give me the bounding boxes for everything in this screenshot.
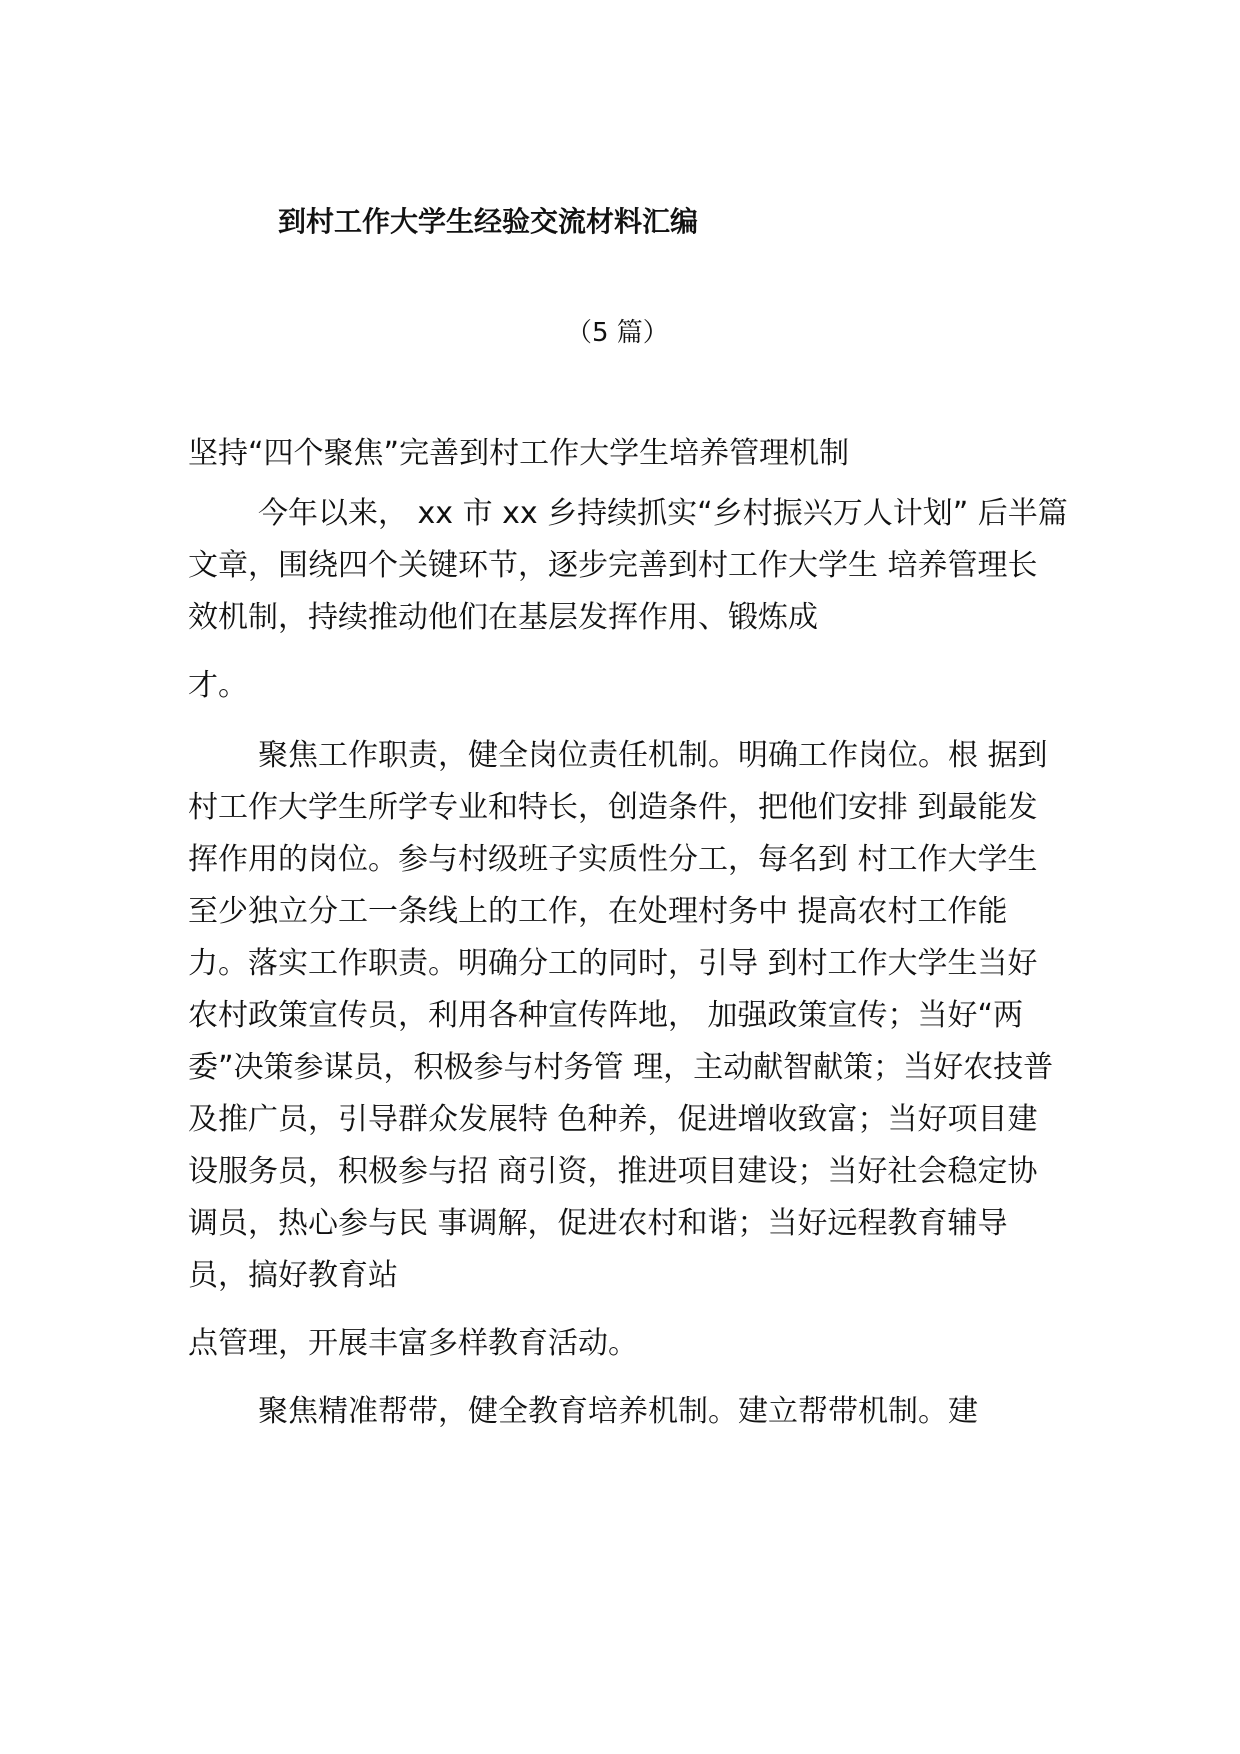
paragraph-line: 力。落实工作职责。明确分工的同时，引导 到村工作大学生当好 bbox=[188, 946, 1038, 981]
paragraph-line: 村工作大学生所学专业和特长，创造条件，把他们安排 到最能发 bbox=[188, 790, 1038, 825]
paragraph-line: 才。 bbox=[188, 668, 248, 703]
paragraph-line: 聚焦工作职责，健全岗位责任机制。明确工作岗位。根 据到 bbox=[258, 738, 1048, 773]
paragraph-line: 设服务员，积极参与招 商引资，推进项目建设；当好社会稳定协 bbox=[188, 1154, 1038, 1189]
paragraph-line: 员，搞好教育站 bbox=[188, 1258, 398, 1293]
paragraph-line: 农村政策宣传员，利用各种宣传阵地， 加强政策宣传；当好“两 bbox=[188, 998, 1024, 1033]
paragraph-line: 效机制，持续推动他们在基层发挥作用、锻炼成 bbox=[188, 600, 818, 635]
paragraph-line: 至少独立分工一条线上的工作，在处理村务中 提高农村工作能 bbox=[188, 894, 1008, 929]
paragraph-line: 点管理，开展丰富多样教育活动。 bbox=[188, 1326, 638, 1361]
paragraph-line: 委”决策参谋员，积极参与村务管 理，主动献智献策；当好农技普 bbox=[188, 1050, 1054, 1085]
paragraph-line: 调员，热心参与民 事调解，促进农村和谐；当好远程教育辅导 bbox=[188, 1206, 1008, 1241]
paragraph-line: 及推广员，引导群众发展特 色种养，促进增收致富；当好项目建 bbox=[188, 1102, 1038, 1137]
section-heading: 坚持“四个聚焦”完善到村工作大学生培养管理机制 bbox=[188, 436, 850, 471]
paragraph-line: 聚焦精准帮带，健全教育培养机制。建立帮带机制。建 bbox=[258, 1394, 978, 1429]
paragraph-line: 今年以来， xx 市 xx 乡持续抓实“乡村振兴万人计划” 后半篇 bbox=[258, 496, 1068, 531]
paragraph-line: 挥作用的岗位。参与村级班子实质性分工，每名到 村工作大学生 bbox=[188, 842, 1038, 877]
document-title: 到村工作大学生经验交流材料汇编 bbox=[278, 205, 699, 238]
paragraph-line: 文章，围绕四个关键环节，逐步完善到村工作大学生 培养管理长 bbox=[188, 548, 1038, 583]
document-subtitle: （5 篇） bbox=[566, 318, 669, 348]
